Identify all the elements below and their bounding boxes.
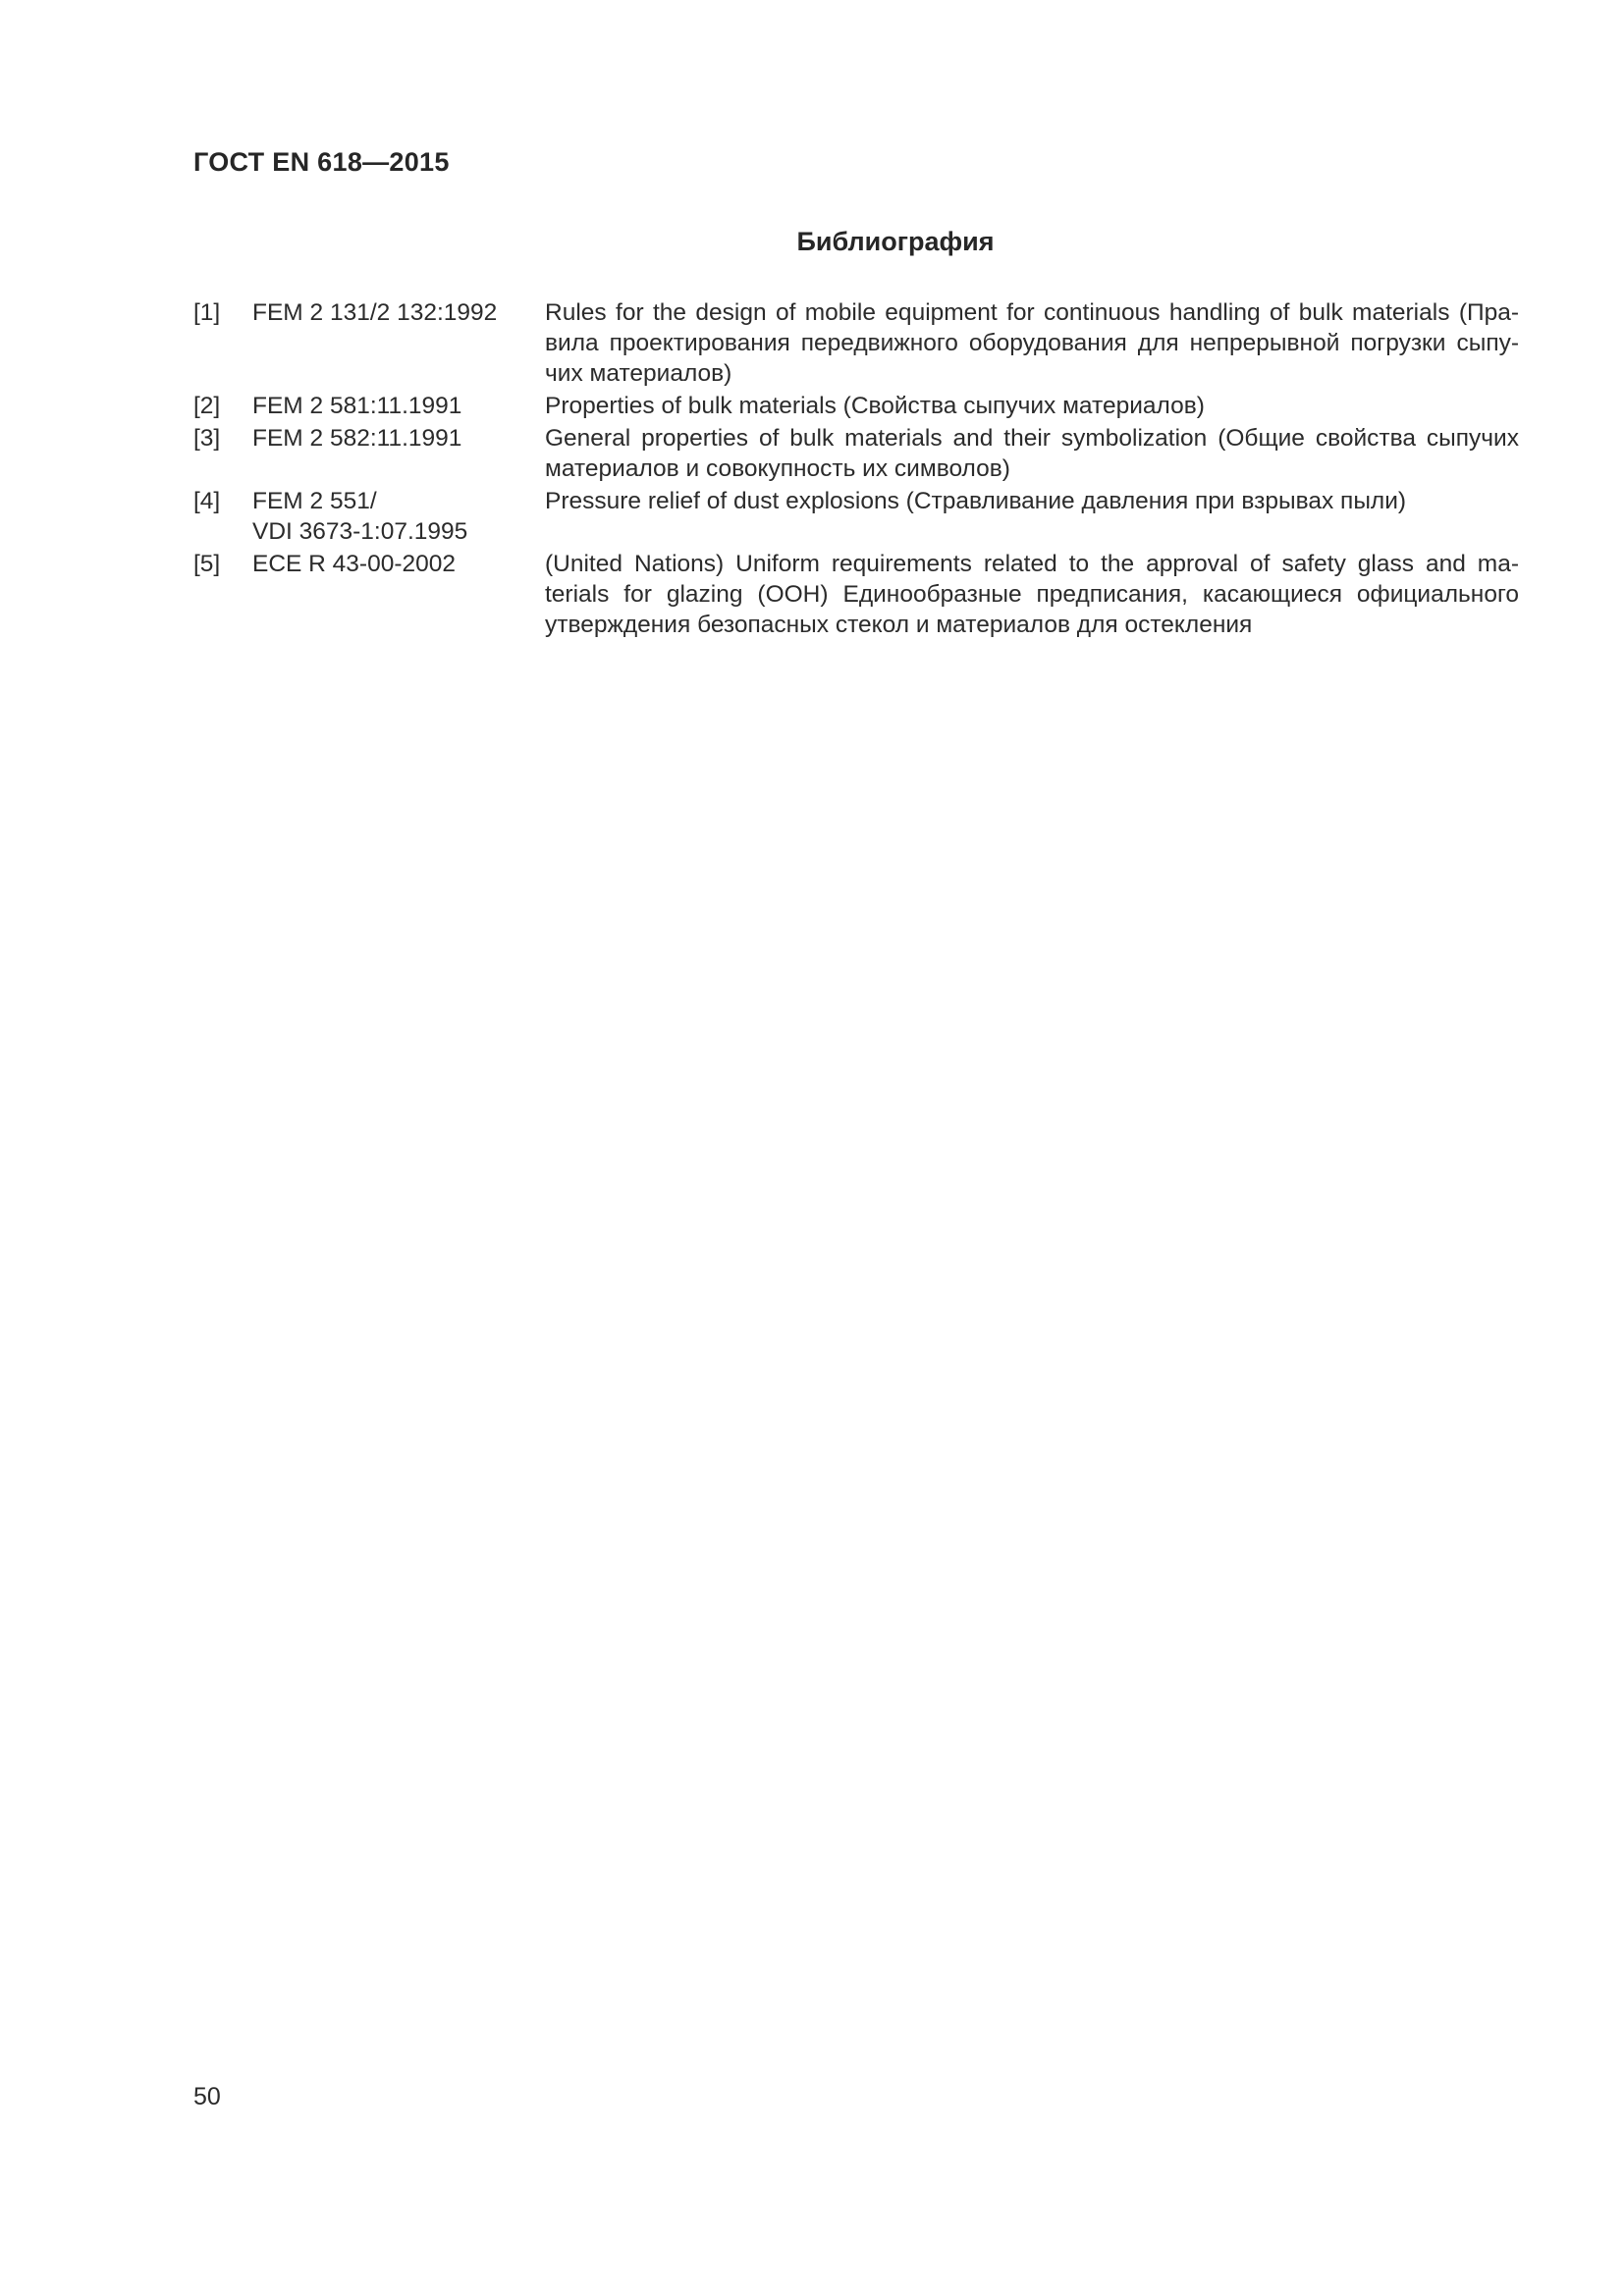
page-number: 50 [193,2083,221,2110]
entry-title-line: (United Nations) Uniform requirements related to the approval of safety glass and ma- [545,551,1519,577]
entry-title [545,391,1519,421]
entry-code [252,549,545,579]
document-code-header: ГОСТ EN 618—2015 [193,147,450,177]
bibliography-entry [193,549,1519,640]
entry-title-line: чих материалов) [545,360,732,387]
entry-code [252,423,545,454]
entry-code-line: FEM 2 581:11.1991 [252,393,462,419]
entry-title-line: Pressure relief of dust explosions (Стравливание давления при взрывах пыли) [545,488,1407,514]
entry-code [252,297,545,328]
bibliography-entry [193,486,1519,547]
entry-number: [2] [193,393,221,419]
entry-number: [5] [193,551,221,577]
bibliography-entry [193,423,1519,484]
entry-number: [4] [193,488,221,514]
entry-number: [1] [193,299,221,326]
entry-code-line: VDI 3673-1:07.1995 [252,518,468,545]
entry-title-line: terials for glazing (ООН) Единообразные предписания, касающиеся официального [545,581,1519,608]
entry-title [545,549,1519,640]
entry-code [252,391,545,421]
entry-title-line: Properties of bulk materials (Свойства сыпучих материалов) [545,393,1205,419]
entry-title-line: материалов и совокупность их символов) [545,455,1010,482]
bibliography-list [193,297,1519,642]
bibliography-entry [193,391,1519,421]
entry-code-line: ECE R 43-00-2002 [252,551,457,577]
entry-number: [3] [193,425,221,452]
entry-title [545,297,1519,389]
entry-title [545,423,1519,484]
bibliography-entry [193,297,1519,389]
entry-title-line: утверждения безопасных стекол и материалов для остекления [545,612,1253,638]
entry-title-line: General properties of bulk materials and their symbolization (Общие свойства сыпучих [545,425,1519,452]
entry-code-line: FEM 2 551/ [252,488,377,514]
entry-title-line: Rules for the design of mobile equipment for continuous handling of bulk materials (Пра- [545,299,1519,326]
entry-code-line: FEM 2 131/2 132:1992 [252,299,498,326]
entry-title [545,486,1519,516]
bibliography-heading: Библиография [796,227,995,256]
entry-code [252,486,545,547]
entry-title-line: вила проектирования передвижного оборудования для непрерывной погрузки сыпу- [545,330,1519,356]
entry-code-line: FEM 2 582:11.1991 [252,425,462,452]
